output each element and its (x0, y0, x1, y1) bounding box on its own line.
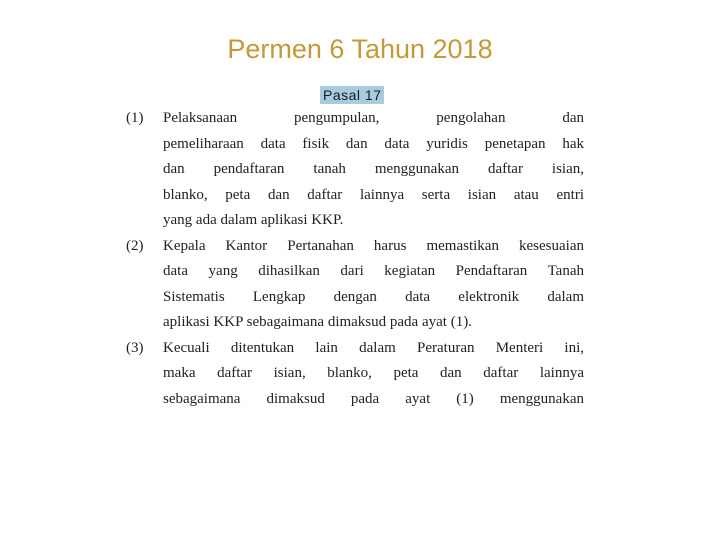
clause-line: Pelaksanaan pengumpulan, pengolahan dan (163, 110, 584, 126)
clause-line: yang ada dalam aplikasi KKP. (163, 212, 344, 228)
clause-line: pemeliharaan data fisik dan data yuridis penetapan hak (163, 135, 584, 152)
clause-line: blanko, peta dan daftar lainnya serta isian atau entri (163, 186, 584, 203)
clause-text (163, 336, 584, 413)
clause-number: (3) (126, 339, 144, 356)
clause-line: data yang dihasilkan dari kegiatan Pendaftaran Tanah (163, 263, 584, 279)
clause-line: aplikasi KKP sebagaimana dimaksud pada ayat (1). (163, 314, 472, 330)
article-heading: Pasal 17 (320, 86, 384, 104)
slide-title: Permen 6 Tahun 2018 (227, 34, 493, 64)
clause-text (163, 106, 584, 234)
clause-line: Sistematis Lengkap dengan data elektronik dalam (163, 288, 584, 305)
clause-line: maka daftar isian, blanko, peta dan daftar lainnya (163, 365, 584, 381)
clause-line: Kepala Kantor Pertanahan harus memastikan kesesuaian (163, 237, 584, 254)
clause-line: dan pendaftaran tanah menggunakan daftar isian, (163, 161, 584, 177)
clause-line: Kecuali ditentukan lain dalam Peraturan Menteri ini, (163, 339, 584, 356)
clause-text (163, 234, 584, 336)
clause-number: (1) (126, 110, 144, 126)
clause-line: sebagaimana dimaksud pada ayat (1) menggunakan (163, 390, 584, 407)
clause-number: (2) (126, 237, 144, 254)
